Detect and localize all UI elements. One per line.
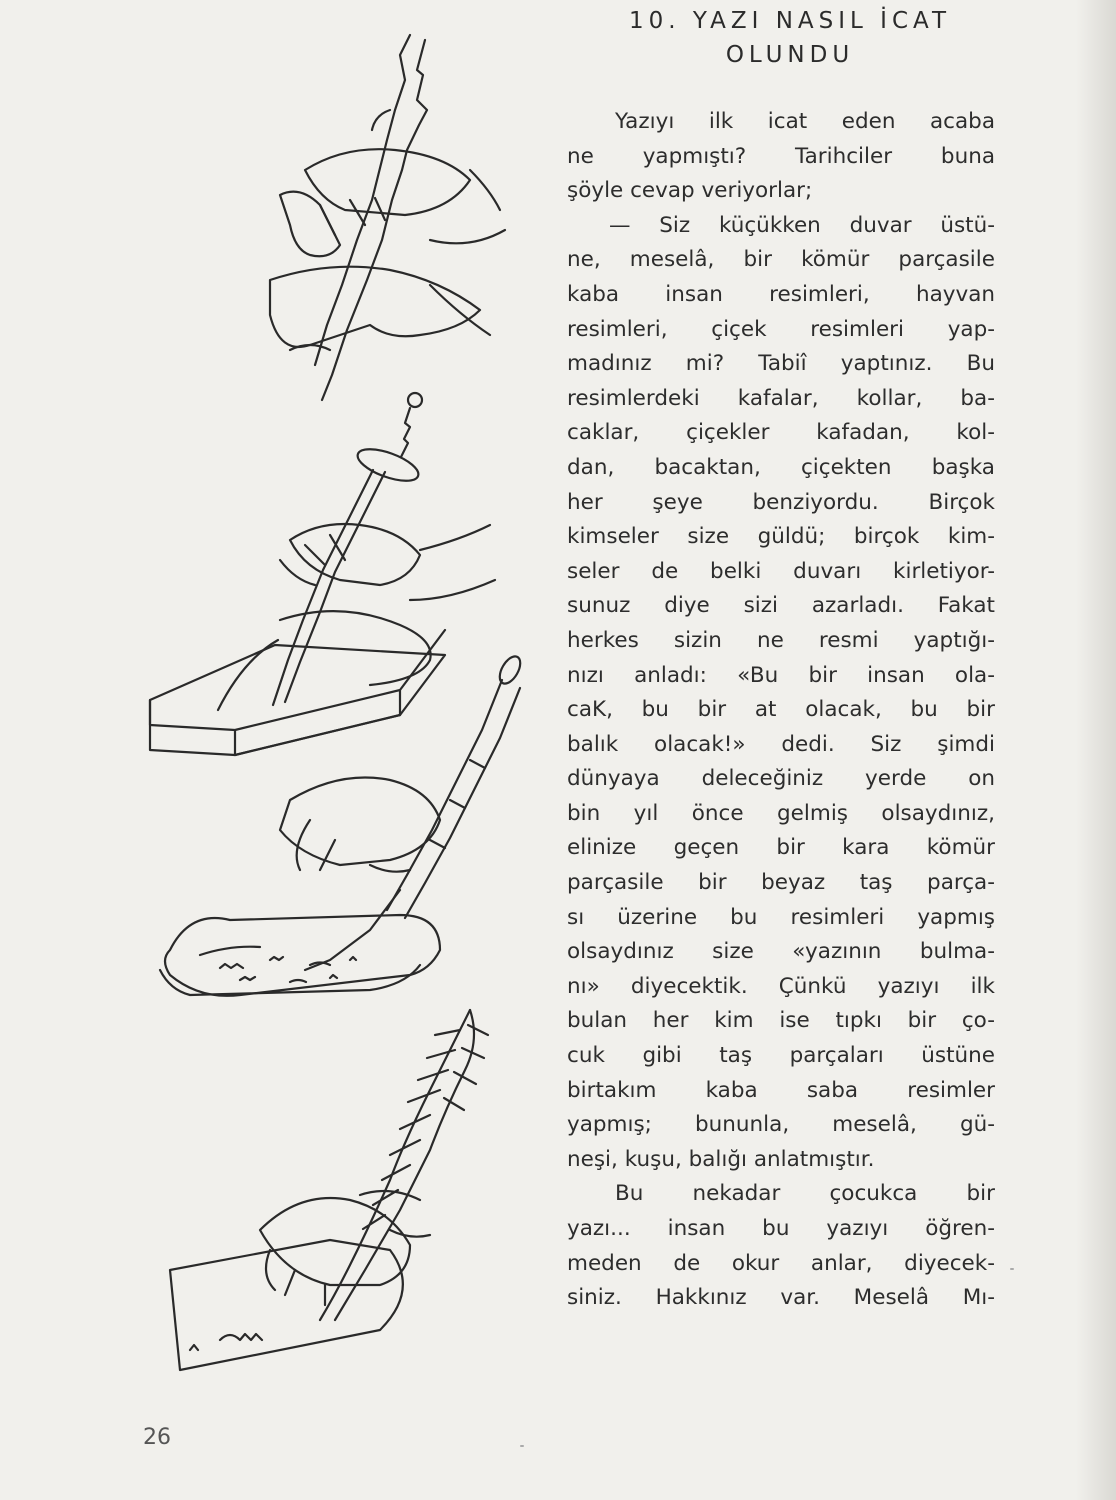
text-line: parçasile bir beyaz taş parça- bbox=[567, 870, 995, 896]
text-line: Yazıyı ilk icat eden acaba bbox=[615, 109, 995, 134]
text-line: neşi, kuşu, balığı anlatmıştır. bbox=[567, 1146, 875, 1172]
text-line: cuk gibi taş parçaları üstüne bbox=[567, 1043, 995, 1069]
text-line: her şeye benziyordu. Birçok bbox=[567, 489, 995, 515]
text-line: birtakım kaba saba resimler bbox=[567, 1077, 995, 1103]
text-line: resimleri, çiçek resimleri yap- bbox=[567, 316, 995, 342]
title-line-1: 10. YAZI NASIL İCAT bbox=[628, 8, 952, 34]
ink-speck bbox=[1010, 1268, 1014, 1270]
page-title bbox=[560, 4, 1020, 72]
text-line: bin yıl önce gelmiş olsaydınız, bbox=[567, 800, 995, 826]
text-line: caK, bu bir at olacak, bu bir bbox=[567, 697, 995, 723]
text-line: kimseler size güldü; birçok kim- bbox=[567, 524, 995, 550]
text-line: madınız mi? Tabiî yaptınız. Bu bbox=[567, 351, 995, 377]
text-line: siniz. Hakkınız var. Meselâ Mı- bbox=[567, 1285, 995, 1311]
page-number: 26 bbox=[143, 1425, 171, 1450]
body-text bbox=[567, 105, 995, 1316]
text-line: resimlerdeki kafalar, kollar, ba- bbox=[567, 385, 995, 411]
text-line: meden de okur anlar, diyecek- bbox=[567, 1250, 995, 1276]
ink-speck bbox=[520, 1445, 524, 1447]
text-line: seler de belki duvarı kirletiyor- bbox=[567, 558, 995, 584]
text-line: caklar, çiçekler kafadan, kol- bbox=[567, 420, 995, 446]
hand-holding-pointed-stick-icon bbox=[270, 35, 505, 400]
text-line: Bu nekadar çocukca bir bbox=[615, 1181, 995, 1207]
illustration-column bbox=[130, 20, 550, 1390]
text-line: nızı anladı: «Bu bir insan ola- bbox=[567, 662, 995, 688]
text-line: şöyle cevap veriyorlar; bbox=[567, 178, 813, 204]
text-line: ne, meselâ, bir kömür parçasile bbox=[567, 247, 995, 273]
text-line: bulan her kim ise tıpkı bir ço- bbox=[567, 1008, 995, 1034]
text-line: herkes sizin ne resmi yaptığı- bbox=[567, 627, 995, 653]
text-line: dünyaya deleceğiniz yerde on bbox=[567, 766, 995, 792]
text-line: dan, bacaktan, çiçekten başka bbox=[567, 454, 995, 480]
title-line-2: OLUNDU bbox=[725, 42, 855, 68]
text-line: yazı... insan bu yazıyı öğren- bbox=[567, 1216, 995, 1241]
text-line: ne yapmıştı? Tarihciler buna bbox=[567, 143, 995, 169]
text-line: sı üzerine bu resimleri yapmış bbox=[567, 904, 995, 930]
text-line: — Siz küçükken duvar üstü- bbox=[609, 212, 995, 238]
hand-writing-with-quill-on-paper-icon bbox=[170, 1010, 488, 1370]
text-line: kaba insan resimleri, hayvan bbox=[567, 281, 995, 307]
text-line: nı» diyecektik. Çünkü yazıyı ilk bbox=[567, 973, 995, 999]
text-line: elinize geçen bir kara kömür bbox=[567, 835, 995, 861]
hand-engraving-stone-tablet-icon bbox=[150, 393, 495, 755]
text-line: balık olacak!» dedi. Siz şimdi bbox=[567, 731, 995, 757]
page-edge-shadow bbox=[1076, 0, 1116, 1500]
text-line: sunuz diye sizi azarladı. Fakat bbox=[567, 593, 995, 619]
text-line: yapmış; bununla, meselâ, gü- bbox=[567, 1112, 995, 1138]
text-line: olsaydınız size «yazının bulma- bbox=[567, 939, 995, 965]
